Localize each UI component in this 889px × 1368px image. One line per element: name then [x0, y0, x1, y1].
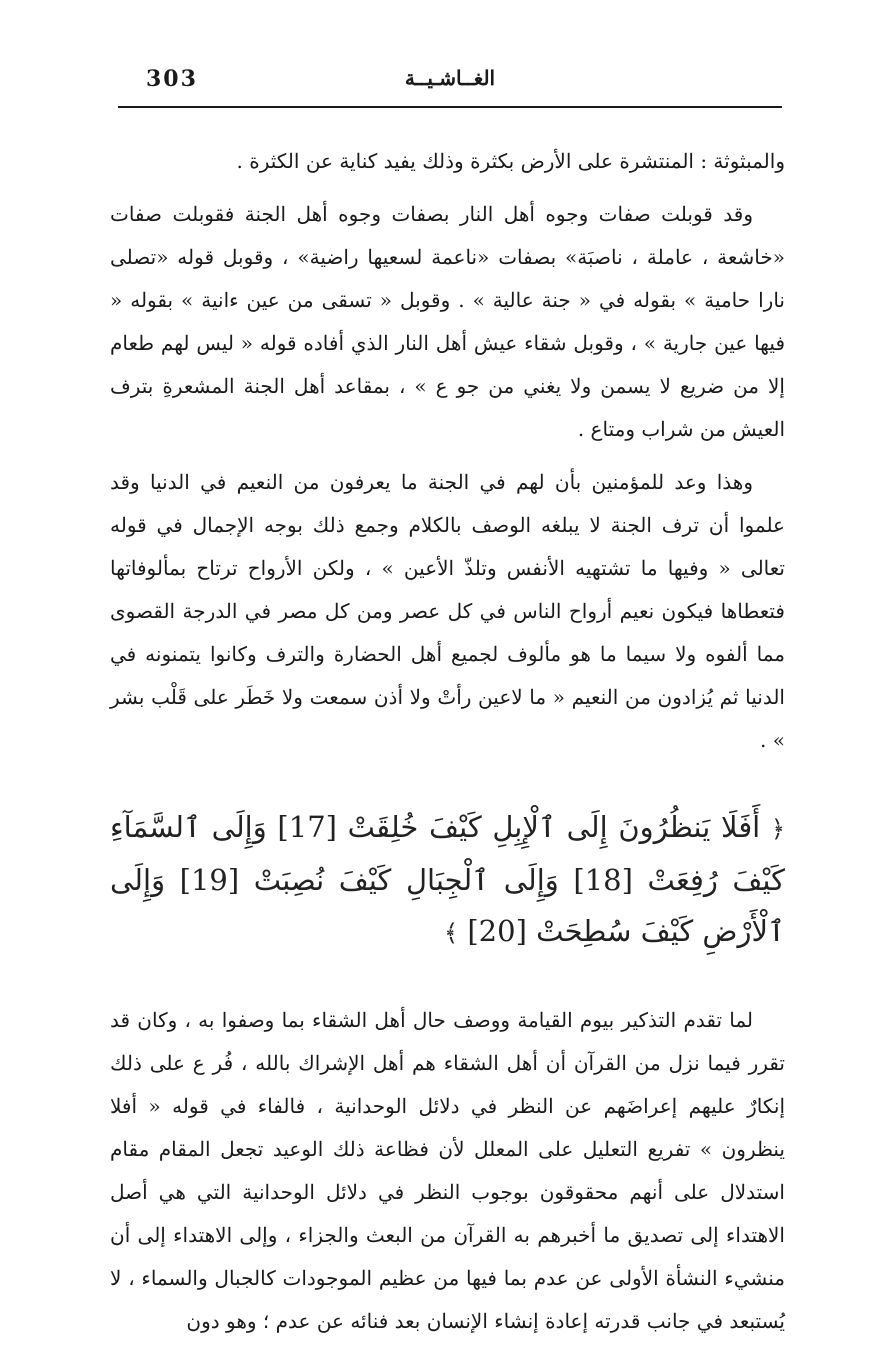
verse-close-bracket: ﴾ — [444, 919, 459, 947]
verse-open-bracket: ﴿ — [770, 815, 786, 843]
page-header — [118, 62, 782, 102]
page-number: 303 — [146, 66, 198, 92]
verse-text: أَفَلَا يَنظُرُونَ إِلَى ٱلْإِبِلِ كَيْفَ خُلِقَتْ [17] وَإِلَى ٱلسَّمَآءِ كَيْفَ رُفِعَتْ [18] وَإِلَى ٱلْجِبَالِ كَيْفَ نُصِبَتْ [19] وَإِلَى ٱلْأَرْضِ كَيْفَ سُطِحَتْ [20] — [110, 810, 785, 948]
paragraph: والمبثوثة : المنتشرة على الأرض بكثرة وذلك يفيد كناية عن الكثرة . — [236, 149, 785, 173]
header-rule — [118, 106, 782, 108]
quran-verse — [110, 802, 785, 959]
paragraph: وهذا وعد للمؤمنين بأن لهم في الجنة ما يعرفون من النعيم في الدنيا وقد علموا أن ترف الجنة لا يبلغه الوصف بالكلام وجمع ذلك بوجه الإجمال في قوله تعالى « وفيها ما تشتهيه الأنفس وتلذّ الأعين » ، ولكن الأرواح ترتاح بمألوفاتها فتعطاها فيكون نعيم أرواح الناس في كل عصر ومن كل مصر في الدرجة القصوى مما ألفوه ولا سيما ما هو مألوف لجميع أهل الحضارة والترف وكانوا يتمنونه في الدنيا ثم يُزادون من النعيم « ما لاعين رأتْ ولا أذن سمعت ولا خَطَر على قَلْب بشر » . — [110, 470, 785, 752]
running-title: الغــاشـيــة — [404, 66, 496, 90]
commentary-paragraph: لما تقدم التذكير بيوم القيامة ووصف حال أهل الشقاء بما وصفوا به ، وكان قد تقرر فيما نزل من القرآن أن أهل الشقاء هم أهل الإشراك بالله ، فُر ع على ذلك إنكارٌ عليهم إعراضَهم عن النظر في دلائل الوحدانية ، فالفاء في قوله « أفلا ينظرون » تفريع التعليل على المعلل لأن فظاعة ذلك الوعيد تجعل المقام مقام استدلال على أنهم محقوقون بوجوب النظر في دلائل الوحدانية التي هي أصل الاهتداء إلى تصديق ما أخبرهم به القرآن من البعث والجزاء ، وإلى الاهتداء إلى أن منشيء النشأة الأولى عن عدم بما فيها من عظيم الموجودات كالجبال والسماء ، لا يُستبعد في جانب قدرته إعادة إنشاء الإنسان بعد فنائه عن عدم ؛ وهو دون — [110, 1008, 785, 1333]
paragraph: وقد قوبلت صفات وجوه أهل النار بصفات وجوه أهل الجنة فقوبلت صفات «خاشعة ، عاملة ، ناصبَة» بصفات «ناعمة لسعيها راضية» ، وقوبل قوله «تصلى نارا حامية » بقوله في « جنة عالية » . وقوبل « تسقى من عين ءانية » بقوله « فيها عين جارية » ، وقوبل شقاء عيش أهل النار الذي أفاده قوله « ليس لهم طعام إلا من ضريع لا يسمن ولا يغني من جو ع » ، بمقاعد أهل الجنة المشعرةِ بترف العيش من شراب ومتاع . — [110, 202, 785, 441]
page-body — [110, 140, 785, 1353]
